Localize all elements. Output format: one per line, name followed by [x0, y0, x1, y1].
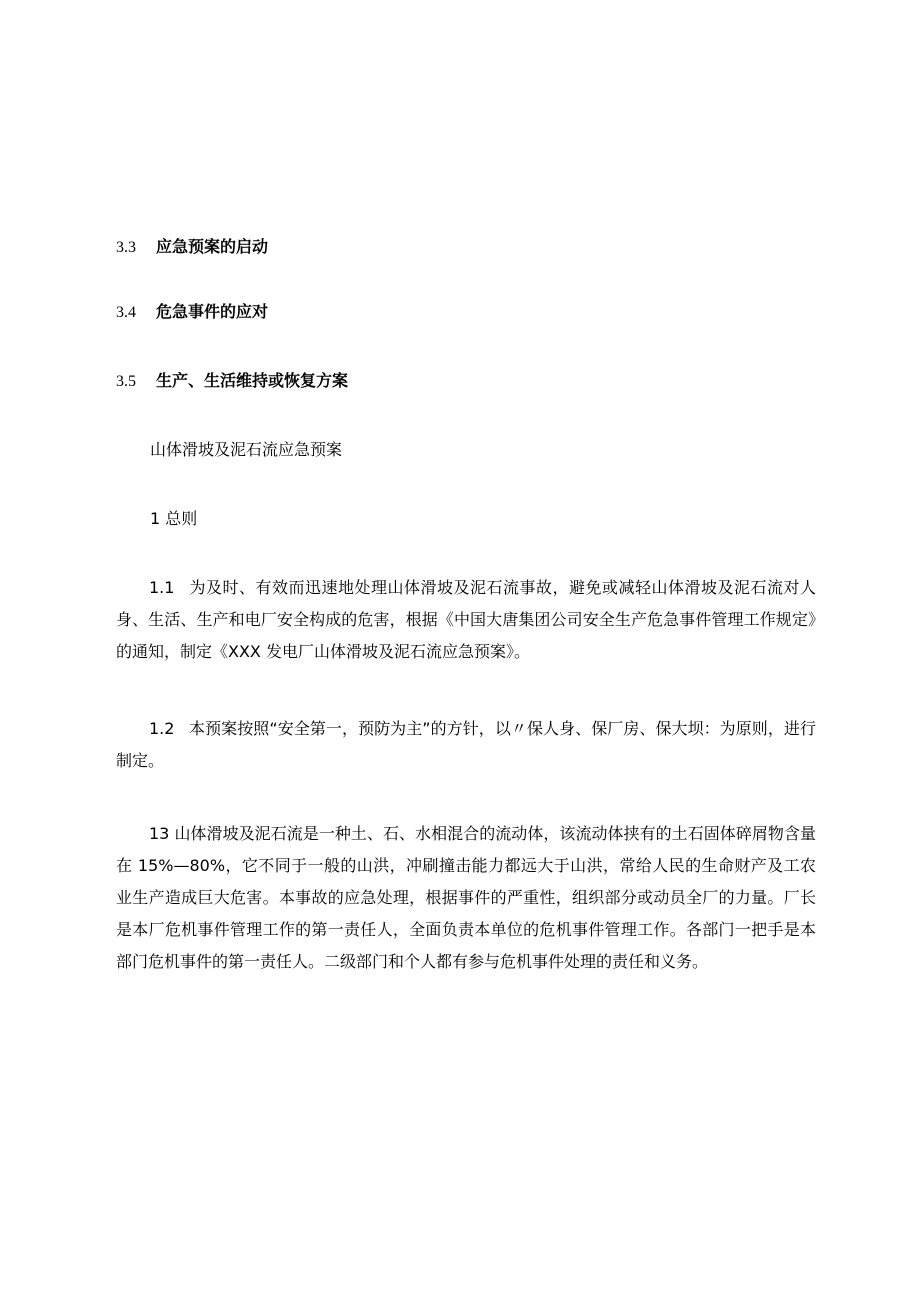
- heading-3-4: [116, 300, 268, 325]
- heading-number: 3.5: [116, 373, 136, 390]
- paragraph-1-2: [116, 713, 816, 777]
- paragraph-text: 本预案按照“安全第一，预防为主”的方针，以〃保人身、保厂房、保大坝：为原则，进行制定。: [116, 719, 816, 770]
- heading-title: 应急预案的启动: [156, 237, 269, 256]
- paragraph-number: 13: [149, 824, 170, 843]
- heading-3-5: [116, 369, 348, 394]
- document-title: 山体滑坡及泥石流应急预案: [150, 440, 343, 459]
- heading-title: 危急事件的应对: [156, 302, 269, 321]
- paragraph-text: 为及时、有效而迅速地处理山体滑坡及泥石流事故，避免或减轻山体滑坡及泥石流对人身、生活、生产和电厂安全构成的危害，根据《中国大唐集团公司安全生产危急事件管理工作规定》的通知，制定《XXX 发电厂山体滑坡及泥石流应急预案》。: [116, 578, 816, 661]
- paragraph-text: 山体滑坡及泥石流是一种土、石、水相混合的流动体，该流动体挟有的土石固体碎屑物含量在 15%—80%，它不同于一般的山洪，冲刷撞击能力都远大于山洪，常给人民的生命财产及工农业生产造成巨大危害。本事故的应急处理，根据事件的严重性，组织部分或动员全厂的力量。厂长是本厂危机事件管理工作的第一责任人，全面负责本单位的危机事件管理工作。各部门一把手是本部门危机事件的第一责任人。二级部门和个人都有参与危机事件处理的责任和义务。: [116, 824, 816, 971]
- paragraph-1-1: [116, 572, 816, 668]
- paragraph-1-3: [116, 818, 816, 978]
- paragraph-number: 1.2: [149, 719, 175, 738]
- heading-title: 生产、生活维持或恢复方案: [156, 371, 349, 390]
- heading-number: 3.3: [116, 239, 136, 256]
- heading-number: 3.4: [116, 304, 136, 321]
- heading-3-3: [116, 235, 268, 260]
- section-general: 1 总则: [150, 509, 198, 528]
- paragraph-number: 1.1: [149, 578, 175, 597]
